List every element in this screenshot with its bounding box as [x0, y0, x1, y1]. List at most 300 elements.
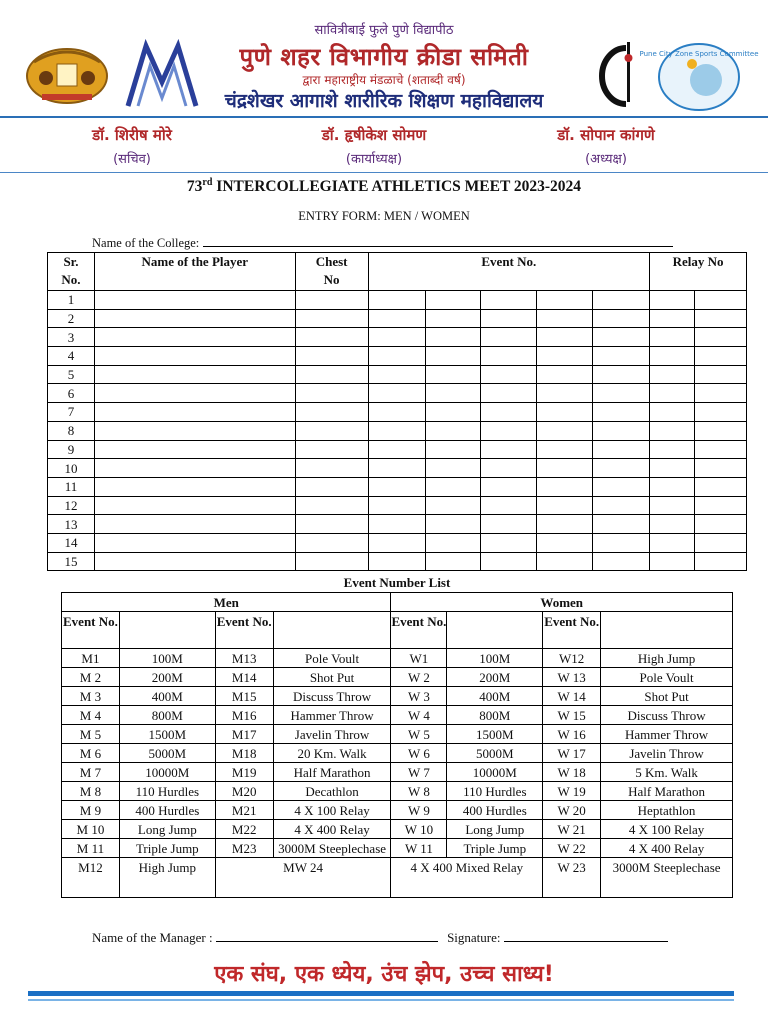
- relay-no-cell[interactable]: [695, 347, 747, 366]
- event-no-header: Event No.: [368, 253, 649, 291]
- event-list-title: Event Number List: [343, 575, 451, 590]
- event-no-cell[interactable]: [593, 533, 650, 552]
- event-name: 200M: [447, 668, 543, 687]
- event-row: [62, 763, 733, 782]
- empty-header-cell: [601, 612, 733, 649]
- event-no-cell[interactable]: [481, 328, 537, 347]
- entry-sr-no: 9: [48, 440, 95, 459]
- event-code: W 8: [391, 782, 447, 801]
- chest-no-cell[interactable]: [295, 459, 368, 478]
- manager-signature-line: [92, 930, 668, 946]
- event-code: W 11: [391, 839, 447, 858]
- event-name: Half Marathon: [273, 763, 391, 782]
- event-no-cell[interactable]: [537, 291, 593, 310]
- event-no-cell[interactable]: [481, 384, 537, 403]
- event-name: 5000M: [447, 744, 543, 763]
- chest-no-header: Chest No: [295, 253, 368, 291]
- event-name: 1500M: [119, 725, 215, 744]
- player-name-cell[interactable]: [94, 440, 295, 459]
- event-no-cell[interactable]: [481, 403, 537, 422]
- entry-row: [48, 477, 747, 496]
- event-no-cell[interactable]: [368, 496, 425, 515]
- entry-row: [48, 496, 747, 515]
- event-no-cell[interactable]: [593, 347, 650, 366]
- relay-no-cell[interactable]: [695, 440, 747, 459]
- event-no-cell[interactable]: [425, 384, 481, 403]
- event-no-cell[interactable]: [537, 421, 593, 440]
- entry-row: [48, 403, 747, 422]
- event-no-cell[interactable]: [368, 552, 425, 571]
- event-no-cell[interactable]: [481, 291, 537, 310]
- event-name: 4 X 400 Mixed Relay: [391, 858, 543, 898]
- relay-no-cell[interactable]: [650, 552, 695, 571]
- event-row: [62, 744, 733, 763]
- event-row: [62, 820, 733, 839]
- event-name: Half Marathon: [601, 782, 733, 801]
- player-name-cell[interactable]: [94, 533, 295, 552]
- relay-no-cell[interactable]: [650, 515, 695, 534]
- college-input-line[interactable]: [203, 235, 673, 247]
- event-no-cell[interactable]: [368, 309, 425, 328]
- event-name: Triple Jump: [447, 839, 543, 858]
- event-no-cell[interactable]: [368, 403, 425, 422]
- event-list-table: [61, 592, 733, 898]
- event-row: [62, 668, 733, 687]
- event-no-cell[interactable]: [368, 421, 425, 440]
- event-no-cell[interactable]: [425, 477, 481, 496]
- event-no-cell[interactable]: [425, 440, 481, 459]
- event-name: 4 X 100 Relay: [601, 820, 733, 839]
- relay-no-cell[interactable]: [695, 309, 747, 328]
- relay-no-cell[interactable]: [650, 291, 695, 310]
- entry-row: [48, 384, 747, 403]
- entry-sr-no: 2: [48, 309, 95, 328]
- event-name: Pole Voult: [601, 668, 733, 687]
- entry-sr-no: 14: [48, 533, 95, 552]
- entry-row: [48, 459, 747, 478]
- event-row: [62, 649, 733, 668]
- event-code: W 14: [543, 687, 601, 706]
- relay-no-cell[interactable]: [650, 440, 695, 459]
- chest-no-cell[interactable]: [295, 421, 368, 440]
- event-code: W 19: [543, 782, 601, 801]
- event-no-cell[interactable]: [368, 365, 425, 384]
- event-no-cell[interactable]: [368, 515, 425, 534]
- event-no-cell[interactable]: [425, 347, 481, 366]
- relay-no-cell[interactable]: [650, 328, 695, 347]
- entry-sr-no: 13: [48, 515, 95, 534]
- event-no-cell[interactable]: [425, 421, 481, 440]
- event-code: W 20: [543, 801, 601, 820]
- event-code: W 5: [391, 725, 447, 744]
- empty-header-cell: [273, 612, 391, 649]
- chest-no-cell[interactable]: [295, 328, 368, 347]
- form-subtitle: ENTRY FORM: MEN / WOMEN: [298, 209, 470, 223]
- event-no-cell[interactable]: [481, 459, 537, 478]
- event-name: 3000M Steeplechase: [273, 839, 391, 858]
- player-name-cell[interactable]: [94, 309, 295, 328]
- player-name-cell[interactable]: [94, 552, 295, 571]
- president-name: डॉ. सोपान कांगणे: [557, 126, 655, 144]
- relay-no-cell[interactable]: [695, 365, 747, 384]
- event-no-cell[interactable]: [537, 384, 593, 403]
- men-event-no-header-2: Event No.: [215, 612, 273, 649]
- university-name: सावित्रीबाई फुले पुणे विद्यापीठ: [314, 23, 454, 38]
- event-code: M18: [215, 744, 273, 763]
- entry-row: [48, 347, 747, 366]
- entry-row: [48, 328, 747, 347]
- chest-no-cell[interactable]: [295, 291, 368, 310]
- chest-no-cell[interactable]: [295, 309, 368, 328]
- entry-sr-no: 5: [48, 365, 95, 384]
- player-name-cell[interactable]: [94, 291, 295, 310]
- event-no-cell[interactable]: [425, 365, 481, 384]
- event-name: 4 X 400 Relay: [601, 839, 733, 858]
- event-no-cell[interactable]: [368, 440, 425, 459]
- entry-row: [48, 552, 747, 571]
- entry-sr-no: 8: [48, 421, 95, 440]
- event-no-cell[interactable]: [481, 347, 537, 366]
- event-code: W 22: [543, 839, 601, 858]
- relay-no-cell[interactable]: [695, 291, 747, 310]
- entry-row: [48, 533, 747, 552]
- relay-no-cell[interactable]: [695, 403, 747, 422]
- event-code: W1: [391, 649, 447, 668]
- men-event-no-header-1: Event No.: [62, 612, 120, 649]
- event-code: M15: [215, 687, 273, 706]
- event-row: [62, 687, 733, 706]
- chest-no-cell[interactable]: [295, 365, 368, 384]
- player-name-cell[interactable]: [94, 347, 295, 366]
- event-name: Triple Jump: [119, 839, 215, 858]
- event-no-cell[interactable]: [593, 421, 650, 440]
- event-name: Hammer Throw: [273, 706, 391, 725]
- event-no-cell[interactable]: [425, 533, 481, 552]
- chest-no-cell[interactable]: [295, 515, 368, 534]
- event-name: 400M: [447, 687, 543, 706]
- event-no-cell[interactable]: [481, 365, 537, 384]
- secretary-role: (सचिव): [113, 152, 151, 167]
- event-code: W 10: [391, 820, 447, 839]
- relay-no-cell[interactable]: [650, 403, 695, 422]
- women-section-header: Women: [391, 593, 733, 612]
- executive-president-role: (कार्याध्यक्ष): [345, 152, 403, 167]
- event-no-cell[interactable]: [425, 309, 481, 328]
- event-code: W 9: [391, 801, 447, 820]
- player-name-cell[interactable]: [94, 477, 295, 496]
- event-no-cell[interactable]: [537, 496, 593, 515]
- event-code: M 10: [62, 820, 120, 839]
- event-no-cell[interactable]: [537, 347, 593, 366]
- event-name: 110 Hurdles: [119, 782, 215, 801]
- event-no-cell[interactable]: [481, 421, 537, 440]
- entry-table: [47, 252, 747, 571]
- event-code: W 4: [391, 706, 447, 725]
- relay-no-cell[interactable]: [695, 459, 747, 478]
- event-no-cell[interactable]: [537, 403, 593, 422]
- college-label: Name of the College:: [92, 236, 200, 250]
- chest-no-cell[interactable]: [295, 384, 368, 403]
- event-code: M21: [215, 801, 273, 820]
- event-code: M14: [215, 668, 273, 687]
- player-name-cell[interactable]: [94, 328, 295, 347]
- event-no-cell[interactable]: [425, 328, 481, 347]
- empty-header-cell: [447, 612, 543, 649]
- event-code: M12: [62, 858, 120, 898]
- event-no-cell[interactable]: [481, 496, 537, 515]
- entry-row: [48, 365, 747, 384]
- event-no-cell[interactable]: [481, 533, 537, 552]
- event-code: M 4: [62, 706, 120, 725]
- event-name: 4 X 400 Relay: [273, 820, 391, 839]
- event-name: Shot Put: [601, 687, 733, 706]
- relay-no-header: Relay No: [650, 253, 747, 291]
- event-no-cell[interactable]: [593, 459, 650, 478]
- relay-no-cell[interactable]: [650, 533, 695, 552]
- women-event-no-header-2: Event No.: [543, 612, 601, 649]
- event-name: 3000M Steeplechase: [601, 858, 733, 898]
- event-no-cell[interactable]: [481, 515, 537, 534]
- event-no-cell[interactable]: [537, 365, 593, 384]
- president-role: (अध्यक्ष): [585, 152, 627, 167]
- event-no-cell[interactable]: [593, 515, 650, 534]
- manager-name-input[interactable]: [216, 931, 438, 942]
- event-no-cell[interactable]: [593, 309, 650, 328]
- event-code: M19: [215, 763, 273, 782]
- event-code: MW 24: [215, 858, 391, 898]
- event-no-cell[interactable]: [368, 533, 425, 552]
- event-name: Long Jump: [447, 820, 543, 839]
- event-no-cell[interactable]: [593, 403, 650, 422]
- event-no-cell[interactable]: [537, 440, 593, 459]
- entry-sr-no: 4: [48, 347, 95, 366]
- event-name: Discuss Throw: [601, 706, 733, 725]
- event-no-cell[interactable]: [425, 403, 481, 422]
- player-name-cell[interactable]: [94, 365, 295, 384]
- event-no-cell[interactable]: [537, 533, 593, 552]
- committee-name: पुणे शहर विभागीय क्रीडा समिती: [239, 43, 529, 71]
- college-name-field[interactable]: [92, 235, 673, 251]
- event-no-cell[interactable]: [368, 328, 425, 347]
- relay-no-cell[interactable]: [650, 477, 695, 496]
- relay-no-cell[interactable]: [695, 477, 747, 496]
- event-name: 5 Km. Walk: [601, 763, 733, 782]
- relay-no-cell[interactable]: [695, 496, 747, 515]
- entry-sr-no: 7: [48, 403, 95, 422]
- relay-no-cell[interactable]: [650, 459, 695, 478]
- event-name: Shot Put: [273, 668, 391, 687]
- event-code: W 6: [391, 744, 447, 763]
- event-no-cell[interactable]: [593, 384, 650, 403]
- organised-by: द्वारा महाराष्ट्रीय मंडळाचे (शताब्दी वर्ष): [302, 73, 466, 87]
- event-name: 200M: [119, 668, 215, 687]
- player-name-cell[interactable]: [94, 459, 295, 478]
- secretary-name: डॉ. शिरीष मोरे: [92, 126, 172, 144]
- signature-input[interactable]: [504, 931, 668, 942]
- entry-sr-no: 3: [48, 328, 95, 347]
- event-code: W 13: [543, 668, 601, 687]
- event-code: W12: [543, 649, 601, 668]
- event-code: M 5: [62, 725, 120, 744]
- player-name-header: Name of the Player: [94, 253, 295, 291]
- header-divider-bottom: [0, 172, 768, 173]
- event-no-cell[interactable]: [593, 365, 650, 384]
- relay-no-cell[interactable]: [695, 328, 747, 347]
- event-no-cell[interactable]: [537, 459, 593, 478]
- event-name: 100M: [119, 649, 215, 668]
- event-no-cell[interactable]: [593, 477, 650, 496]
- relay-no-cell[interactable]: [650, 347, 695, 366]
- event-row: [62, 801, 733, 820]
- footer-bar: [28, 991, 734, 996]
- relay-no-cell[interactable]: [695, 533, 747, 552]
- event-code: W 2: [391, 668, 447, 687]
- relay-no-cell[interactable]: [650, 384, 695, 403]
- event-code: W 23: [543, 858, 601, 898]
- event-code: W 7: [391, 763, 447, 782]
- entry-sr-no: 10: [48, 459, 95, 478]
- event-name: High Jump: [119, 858, 215, 898]
- entry-sr-no: 12: [48, 496, 95, 515]
- manager-label: Name of the Manager :: [92, 930, 213, 945]
- entry-sr-no: 11: [48, 477, 95, 496]
- event-code: M 7: [62, 763, 120, 782]
- relay-no-cell[interactable]: [650, 309, 695, 328]
- relay-no-cell[interactable]: [695, 515, 747, 534]
- college-name-header: चंद्रशेखर आगाशे शारीरिक शिक्षण महाविद्यालय: [224, 90, 544, 112]
- event-no-cell[interactable]: [425, 552, 481, 571]
- event-code: M 8: [62, 782, 120, 801]
- event-no-cell[interactable]: [537, 515, 593, 534]
- event-code: M1: [62, 649, 120, 668]
- entry-sr-no: 15: [48, 552, 95, 571]
- chest-no-cell[interactable]: [295, 552, 368, 571]
- event-code: W 18: [543, 763, 601, 782]
- event-no-cell[interactable]: [593, 291, 650, 310]
- event-no-cell[interactable]: [425, 515, 481, 534]
- relay-no-cell[interactable]: [650, 496, 695, 515]
- men-section-header: Men: [62, 593, 391, 612]
- footer-bar-thin: [28, 999, 734, 1001]
- event-no-cell[interactable]: [593, 328, 650, 347]
- event-no-cell[interactable]: [368, 384, 425, 403]
- player-name-cell[interactable]: [94, 421, 295, 440]
- relay-no-cell[interactable]: [695, 552, 747, 571]
- event-no-cell[interactable]: [537, 477, 593, 496]
- event-code: M 9: [62, 801, 120, 820]
- event-name: Decathlon: [273, 782, 391, 801]
- event-row: [62, 782, 733, 801]
- player-name-cell[interactable]: [94, 496, 295, 515]
- event-name: 5000M: [119, 744, 215, 763]
- event-code: M23: [215, 839, 273, 858]
- event-no-cell[interactable]: [368, 291, 425, 310]
- relay-no-cell[interactable]: [650, 421, 695, 440]
- event-name: Discuss Throw: [273, 687, 391, 706]
- player-name-cell[interactable]: [94, 515, 295, 534]
- event-name: 800M: [447, 706, 543, 725]
- signature-label: Signature:: [447, 930, 501, 945]
- chest-no-cell[interactable]: [295, 533, 368, 552]
- event-name: 4 X 100 Relay: [273, 801, 391, 820]
- event-name: 10000M: [447, 763, 543, 782]
- event-no-cell[interactable]: [368, 477, 425, 496]
- event-code: W 16: [543, 725, 601, 744]
- event-no-cell[interactable]: [537, 309, 593, 328]
- zone-logo-text: Pune City Zone Sports Committee: [639, 50, 759, 58]
- event-code: M13: [215, 649, 273, 668]
- event-no-cell[interactable]: [425, 496, 481, 515]
- event-name: 400M: [119, 687, 215, 706]
- entry-row: [48, 309, 747, 328]
- event-name: Long Jump: [119, 820, 215, 839]
- event-no-cell[interactable]: [593, 552, 650, 571]
- entry-row: [48, 440, 747, 459]
- entry-row: [48, 421, 747, 440]
- executive-president-name: डॉ. हृषीकेश सोमण: [321, 126, 427, 144]
- event-no-cell[interactable]: [368, 459, 425, 478]
- event-row-last: [62, 858, 733, 898]
- event-code: W 3: [391, 687, 447, 706]
- event-no-cell[interactable]: [481, 309, 537, 328]
- event-row: [62, 839, 733, 858]
- event-code: W 15: [543, 706, 601, 725]
- event-no-cell[interactable]: [481, 552, 537, 571]
- women-event-no-header-1: Event No.: [391, 612, 447, 649]
- event-no-cell[interactable]: [593, 496, 650, 515]
- chest-no-cell[interactable]: [295, 477, 368, 496]
- event-name: Javelin Throw: [273, 725, 391, 744]
- chest-no-cell[interactable]: [295, 403, 368, 422]
- event-code: M17: [215, 725, 273, 744]
- event-code: M 3: [62, 687, 120, 706]
- relay-no-cell[interactable]: [650, 365, 695, 384]
- event-name: 1500M: [447, 725, 543, 744]
- empty-header-cell: [119, 612, 215, 649]
- player-name-cell[interactable]: [94, 403, 295, 422]
- event-no-cell[interactable]: [368, 347, 425, 366]
- event-no-cell[interactable]: [425, 291, 481, 310]
- event-code: W 17: [543, 744, 601, 763]
- event-code: W 21: [543, 820, 601, 839]
- chest-no-cell[interactable]: [295, 347, 368, 366]
- header-divider-top: [0, 116, 768, 118]
- event-no-cell[interactable]: [425, 459, 481, 478]
- event-no-cell[interactable]: [537, 552, 593, 571]
- event-no-cell[interactable]: [537, 328, 593, 347]
- entry-sr-no: 1: [48, 291, 95, 310]
- event-no-cell[interactable]: [481, 440, 537, 459]
- event-name: 800M: [119, 706, 215, 725]
- chest-no-cell[interactable]: [295, 496, 368, 515]
- player-name-cell[interactable]: [94, 384, 295, 403]
- slogan: एक संघ, एक ध्येय, उंच झेप, उच्च साध्य!: [214, 962, 554, 987]
- event-no-cell[interactable]: [593, 440, 650, 459]
- event-no-cell[interactable]: [481, 477, 537, 496]
- sr-no-header: Sr. No.: [48, 253, 95, 291]
- event-name: Pole Voult: [273, 649, 391, 668]
- chest-no-cell[interactable]: [295, 440, 368, 459]
- event-code: M16: [215, 706, 273, 725]
- event-code: M 2: [62, 668, 120, 687]
- event-code: M 6: [62, 744, 120, 763]
- relay-no-cell[interactable]: [695, 421, 747, 440]
- event-name: 20 Km. Walk: [273, 744, 391, 763]
- event-name: High Jump: [601, 649, 733, 668]
- relay-no-cell[interactable]: [695, 384, 747, 403]
- entry-row: [48, 515, 747, 534]
- event-name: Hammer Throw: [601, 725, 733, 744]
